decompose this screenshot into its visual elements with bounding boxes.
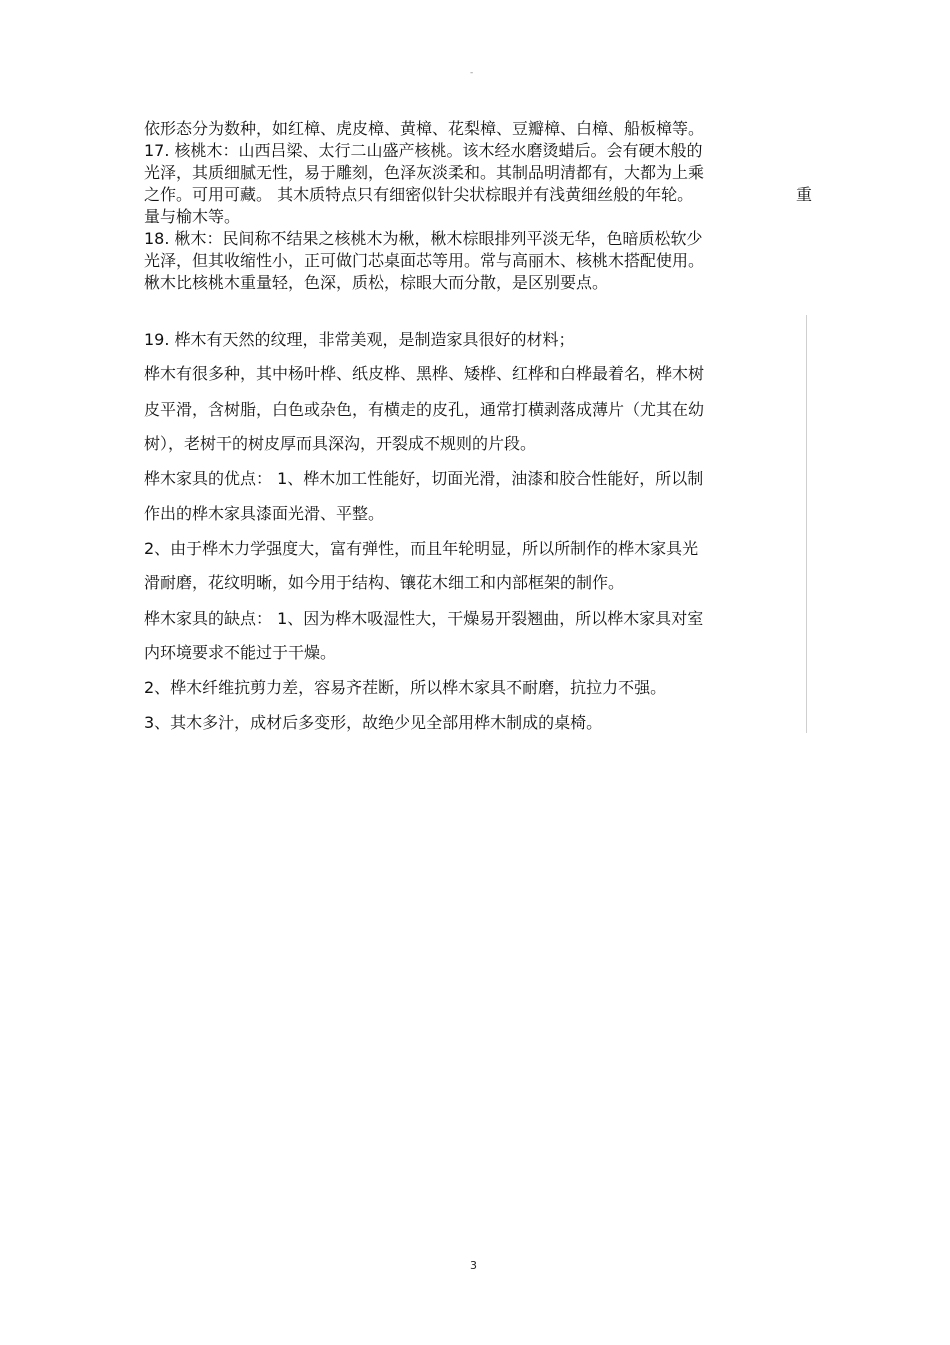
text-line: 滑耐磨，花纹明晰，如今用于结构、镶花木细工和内部框架的制作。 [144,573,625,592]
text-line: 17. 核桃木：山西吕梁、太行二山盛产核桃。该木经水磨烫蜡后。会有硬木般的 [144,141,703,160]
text-line-left: 之作。可用可藏。 其木质特点只有细密似针尖状棕眼并有浅黄细丝般的年轮。 [144,185,694,204]
text-line: 内环境要求不能过于干燥。 [144,643,337,662]
text-line: 2、桦木纤维抗剪力差，容易齐茬断，所以桦木家具不耐磨，抗拉力不强。 [144,678,667,697]
text-line: 量与榆木等。 [144,207,241,226]
text-line: 18. 楸木：民间称不结果之核桃木为楸，楸木棕眼排列平淡无华，色暗质松软少 [144,229,703,248]
text-line: 桦木有很多种，其中杨叶桦、纸皮桦、黑桦、矮桦、红桦和白桦最着名，桦木树 [144,364,705,383]
text-line: 2、由于桦木力学强度大，富有弹性，而且年轮明显，所以所制作的桦木家具光 [144,539,699,558]
text-line: 光泽，其质细腻无性，易于雕刻，色泽灰淡柔和。其制品明清都有，大都为上乘 [144,163,705,182]
text-line: 皮平滑，含树脂，白色或杂色，有横走的皮孔，通常打横剥落成薄片（尤其在幼 [144,400,705,419]
text-line: 19. 桦木有天然的纹理，非常美观，是制造家具很好的材料； [144,330,575,349]
upper-text-block [144,118,812,294]
text-line-right: 重 [795,185,812,204]
text-line: 桦木家具的缺点： 1、因为桦木吸湿性大，干燥易开裂翘曲，所以桦木家具对室 [144,609,704,628]
text-line: 依形态分为数种，如红樟、虎皮樟、黄樟、花梨樟、豆瓣樟、白樟、船板樟等。 [144,119,705,138]
text-line: 作出的桦木家具漆面光滑、平整。 [144,504,385,523]
page-number: 3 [470,1259,477,1272]
lower-text-block [144,315,807,733]
text-line: 楸木比核桃木重量轻，色深，质松，棕眼大而分散，是区别要点。 [144,273,609,292]
text-line: 光泽，但其收缩性小，正可做门芯桌面芯等用。常与高丽木、核桃木搭配使用。 [144,251,705,270]
text-line: 桦木家具的优点： 1、桦木加工性能好，切面光滑，油漆和胶合性能好，所以制 [144,469,704,488]
text-line-with-gap [144,184,812,206]
text-line: 树），老树干的树皮厚而具深沟，开裂成不规则的片段。 [144,434,537,453]
text-line: 3、其木多汁，成材后多变形，故绝少见全部用桦木制成的桌椅。 [144,713,603,732]
header-mark: - [470,68,474,78]
